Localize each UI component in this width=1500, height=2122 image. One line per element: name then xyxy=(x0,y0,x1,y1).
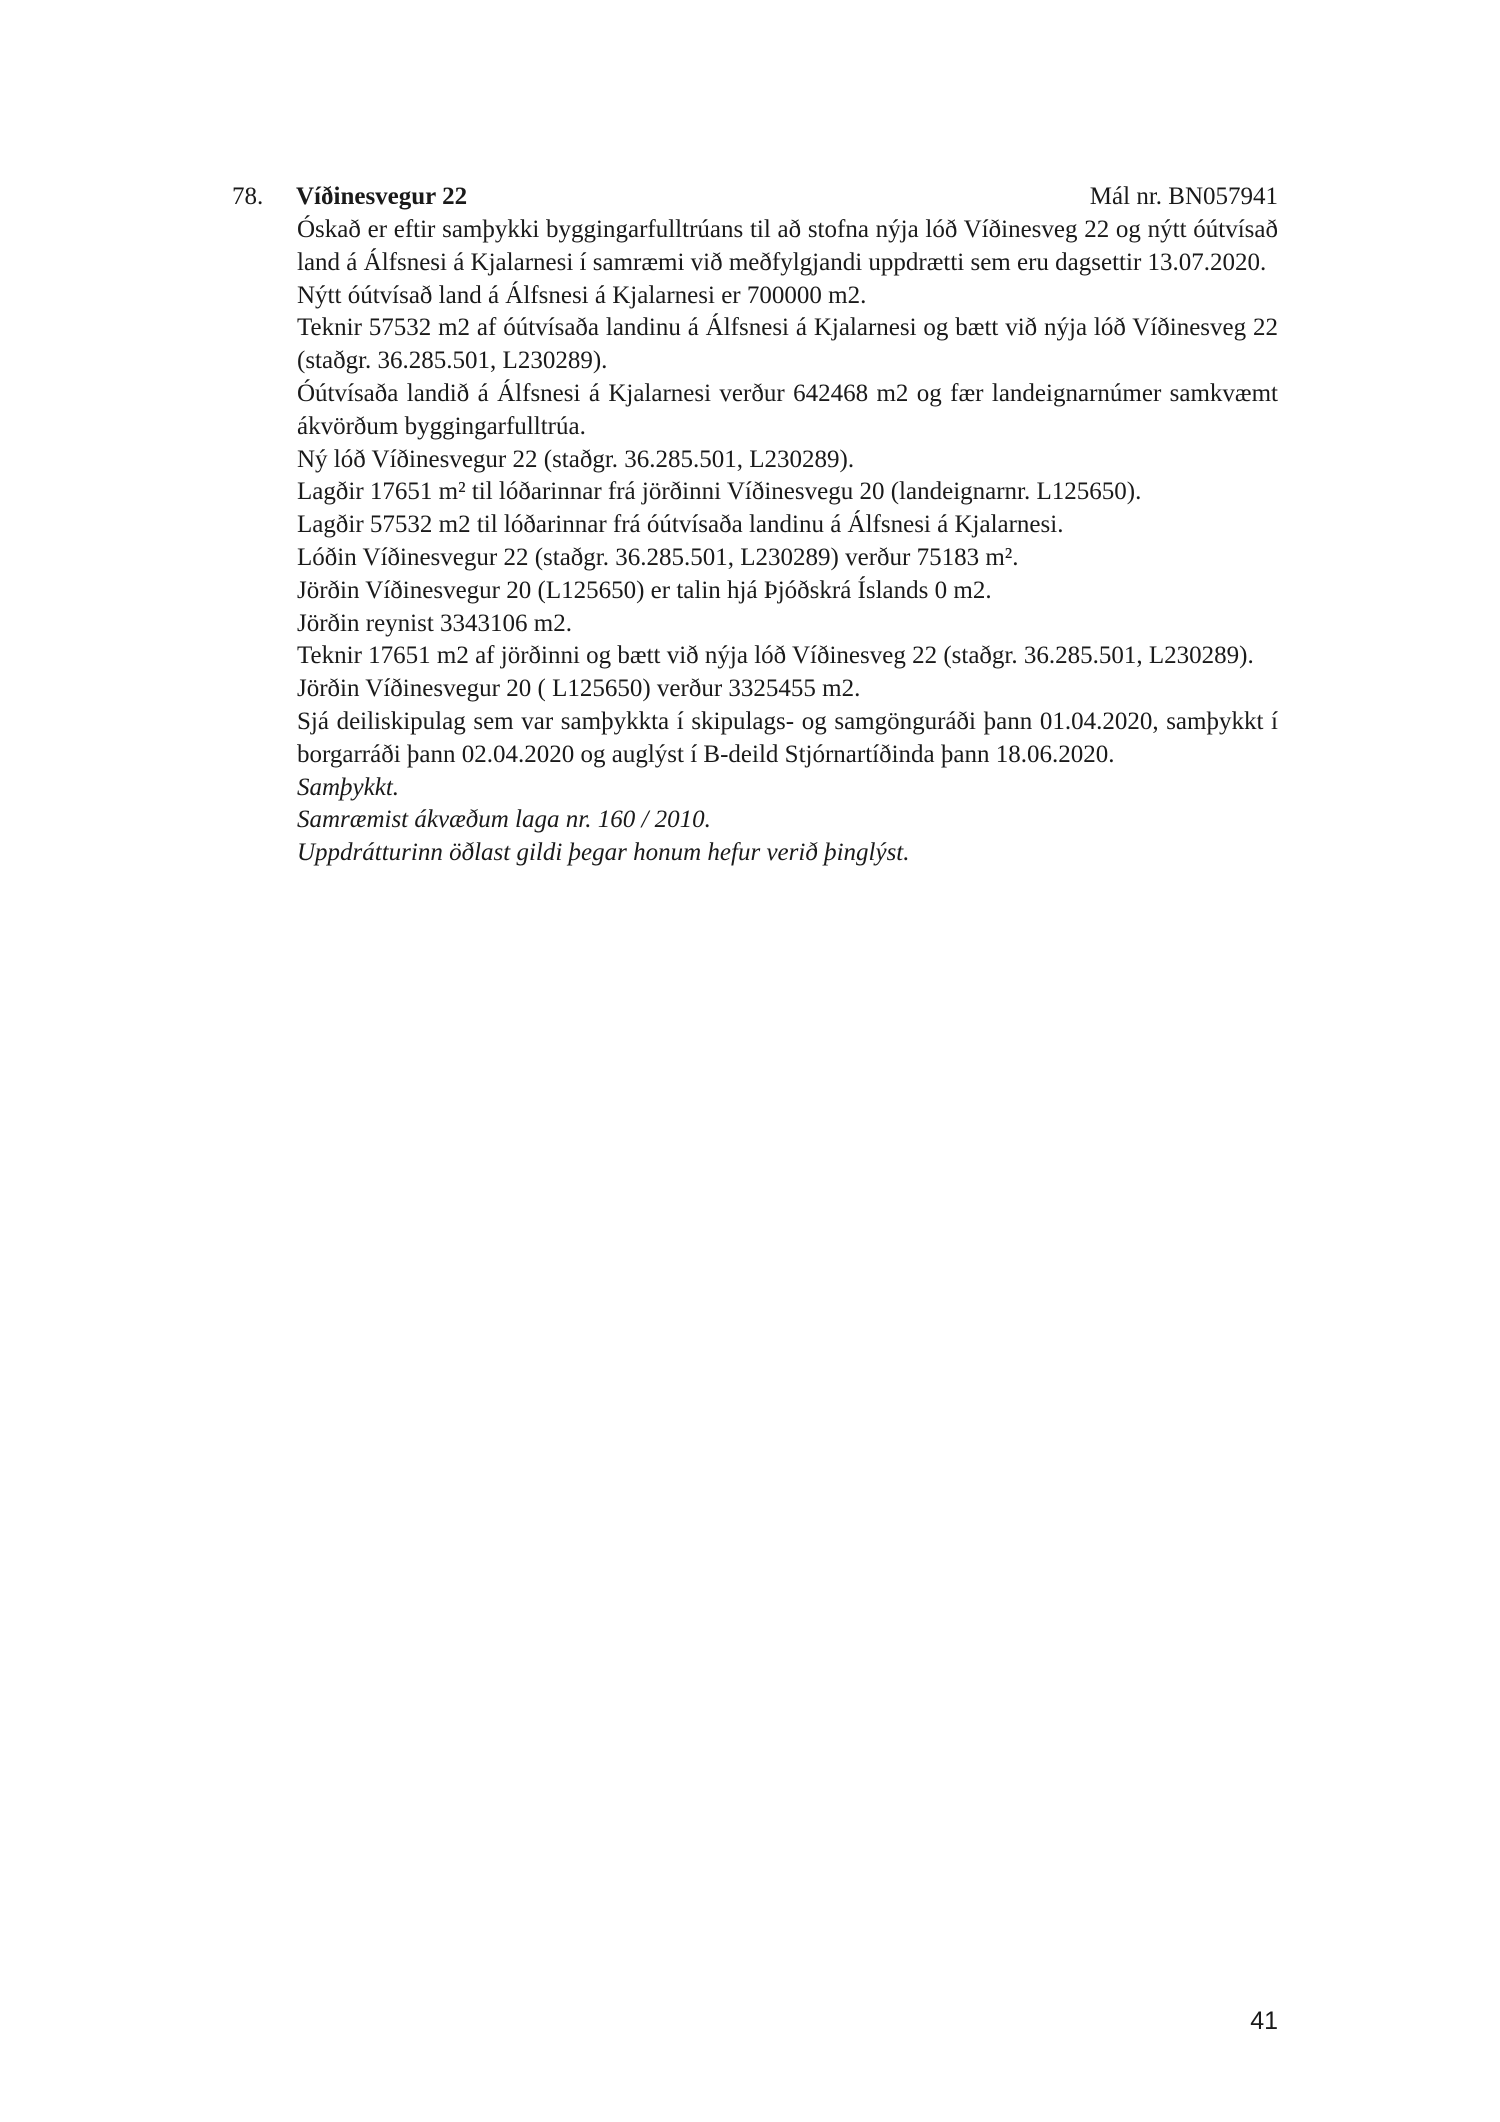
paragraph-added-from-farm: Lagðir 17651 m² til lóðarinnar frá jörðinni Víðinesvegu 20 (landeignarnr. L125650). xyxy=(297,478,1142,506)
paragraph-application: Óskað er eftir samþykki byggingarfulltrúans til að stofna nýja lóð Víðinesveg 22 og nýtt óútvísað land á Álfsnesi á Kjalarnesi í samræmi við meðfylgjandi uppdrætti sem eru dagsettir 13.07.2020. xyxy=(297,216,1278,276)
paragraph-lot-size: Lóðin Víðinesvegur 22 (staðgr. 36.285.501, L230289) verður 75183 m². xyxy=(297,543,1019,571)
case-number: Mál nr. BN057941 xyxy=(1089,183,1278,210)
paragraph-farm-actual: Jörðin reynist 3343106 m2. xyxy=(297,609,572,637)
paragraph-taken-from-farm: Teknir 17651 m2 af jörðinni og bætt við nýja lóð Víðinesveg 22 (staðgr. 36.285.501, L230289). xyxy=(297,642,1254,670)
decision-registration-note: Uppdrátturinn öðlast gildi þegar honum hefur verið þinglýst. xyxy=(297,839,910,867)
item-number: 78. xyxy=(232,183,264,210)
paragraph-farm-result: Jörðin Víðinesvegur 20 ( L125650) verður 3325455 m2. xyxy=(297,675,861,703)
decision-approved: Samþykkt. xyxy=(297,773,400,801)
paragraph-remaining-land: Óútvísaða landið á Álfsnesi á Kjalarnesi verður 642468 m2 og fær landeignarnúmer samkvæmt ákvörðum byggingarfulltrúa. xyxy=(297,379,1278,440)
paragraph-new-land: Nýtt óútvísað land á Álfsnesi á Kjalarnesi er 700000 m2. xyxy=(297,281,867,309)
decision-law-reference: Samræmist ákvæðum laga nr. 160 / 2010. xyxy=(297,806,711,834)
paragraph-zoning-plan: Sjá deiliskipulag sem var samþykkta í skipulags- og samgönguráði þann 01.04.2020, samþykkt í borgarráði þann 02.04.2020 og auglýst í B-deild Stjórnartíðinda þann 18.06.2020. xyxy=(297,707,1278,768)
item-header xyxy=(232,180,1278,214)
paragraph-farm-registry: Jörðin Víðinesvegur 20 (L125650) er talin hjá Þjóðskrá Íslands 0 m2. xyxy=(297,576,992,604)
paragraph-taken-from-land: Teknir 57532 m2 af óútvísaða landinu á Álfsnesi á Kjalarnesi og bætt við nýja lóð Víðinesveg 22 (staðgr. 36.285.501, L230289). xyxy=(297,314,1278,375)
paragraph-added-from-land: Lagðir 57532 m2 til lóðarinnar frá óútvísaða landinu á Álfsnesi á Kjalarnesi. xyxy=(297,511,1064,539)
item-body xyxy=(297,214,1278,870)
paragraph-new-lot: Ný lóð Víðinesvegur 22 (staðgr. 36.285.501, L230289). xyxy=(297,445,855,473)
page-number: 41 xyxy=(1250,2007,1278,2035)
item-title: Víðinesvegur 22 xyxy=(296,183,468,210)
